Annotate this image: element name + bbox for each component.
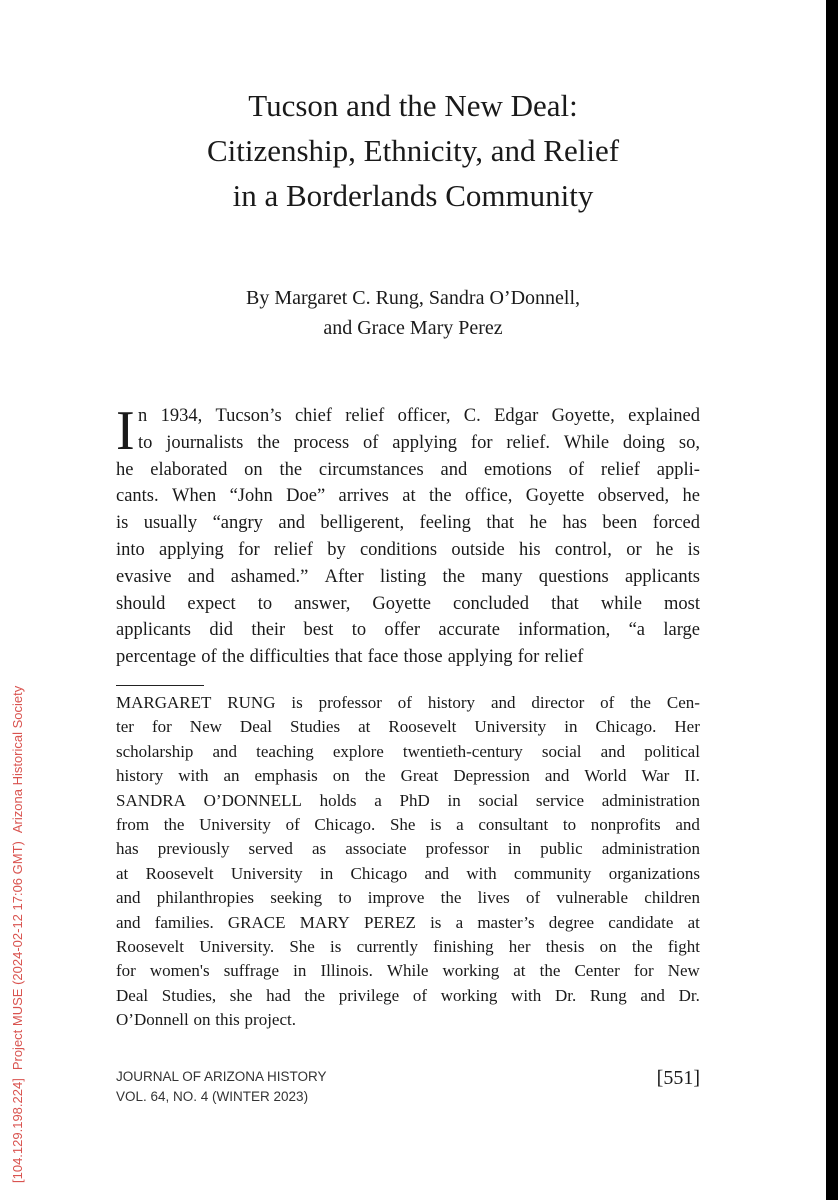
access-watermark: [10, 603, 26, 1183]
note-line: ter for New Deal Studies at Roosevelt University in Chicago. Her: [116, 717, 700, 737]
note-line: scholarship and teaching explore twentieth-century social and political: [116, 741, 700, 761]
watermark-society: Arizona Historical Society: [10, 685, 25, 834]
note-line: MARGARET RUNG is professor of history and director of the Cen-: [116, 693, 700, 712]
title-line: in a Borderlands Community: [232, 178, 594, 213]
body-line: applicants did their best to offer accurate information, “a large: [116, 620, 700, 641]
body-line: should expect to answer, Goyette concluded that while most: [116, 593, 700, 614]
watermark-source: Project MUSE (2024-02-12 17:06 GMT): [10, 841, 25, 1071]
body-line: is usually “angry and belligerent, feeling that he has been forced: [116, 513, 700, 534]
body-line: percentage of the difficulties that face those applying for relief: [116, 647, 584, 668]
note-line: for women's suffrage in Illinois. While working at the Center for New: [116, 961, 700, 981]
note-line: has previously served as associate professor in public administration: [116, 839, 700, 859]
page-number: [551]: [656, 1067, 700, 1089]
journal-name: JOURNAL OF ARIZONA HISTORY: [116, 1069, 327, 1084]
body-line: n 1934, Tucson’s chief relief officer, C. Edgar Goyette, explained: [138, 406, 700, 426]
author-byline: [0, 283, 826, 343]
author-notes: [116, 691, 700, 1032]
note-line: and philanthropies seeking to improve the lives of vulnerable children: [116, 888, 700, 908]
note-line: from the University of Chicago. She is a consultant to nonprofits and: [116, 814, 700, 834]
footnote-rule: [116, 685, 204, 686]
note-line: at Roosevelt University in Chicago and with community organizations: [116, 863, 700, 883]
body-line: he elaborated on the circumstances and emotions of relief appli-: [116, 459, 700, 480]
title-line: Citizenship, Ethnicity, and Relief: [206, 133, 620, 168]
body-line: cants. When “John Doe” arrives at the office, Goyette observed, he: [116, 486, 700, 507]
note-line: and families. GRACE MARY PEREZ is a master’s degree candidate at: [116, 912, 700, 932]
drop-cap: I: [116, 400, 135, 462]
note-line: SANDRA O’DONNELL holds a PhD in social service administration: [116, 790, 700, 810]
note-line: O’Donnell on this project.: [116, 1010, 296, 1030]
title-line: Tucson and the New Deal:: [248, 88, 578, 123]
article-opening-paragraph: [116, 400, 700, 671]
note-line: Roosevelt University. She is currently finishing her thesis on the fight: [116, 936, 700, 956]
body-line: into applying for relief by conditions outside his control, or he is: [116, 539, 700, 560]
body-line: to journalists the process of applying for relief. While doing so,: [138, 432, 700, 453]
journal-citation: [116, 1067, 327, 1107]
journal-volume: VOL. 64, NO. 4 (WINTER 2023): [116, 1089, 309, 1104]
byline-line: and Grace Mary Perez: [323, 317, 503, 339]
note-line: history with an emphasis on the Great Depression and World War II.: [116, 766, 700, 786]
body-line: evasive and ashamed.” After listing the many questions applicants: [116, 566, 700, 587]
watermark-ip: [104.129.198.224]: [10, 1078, 25, 1183]
note-line: Deal Studies, she had the privilege of working with Dr. Rung and Dr.: [116, 985, 700, 1005]
byline-line: By Margaret C. Rung, Sandra O’Donnell,: [245, 287, 581, 309]
article-title: [0, 83, 826, 218]
